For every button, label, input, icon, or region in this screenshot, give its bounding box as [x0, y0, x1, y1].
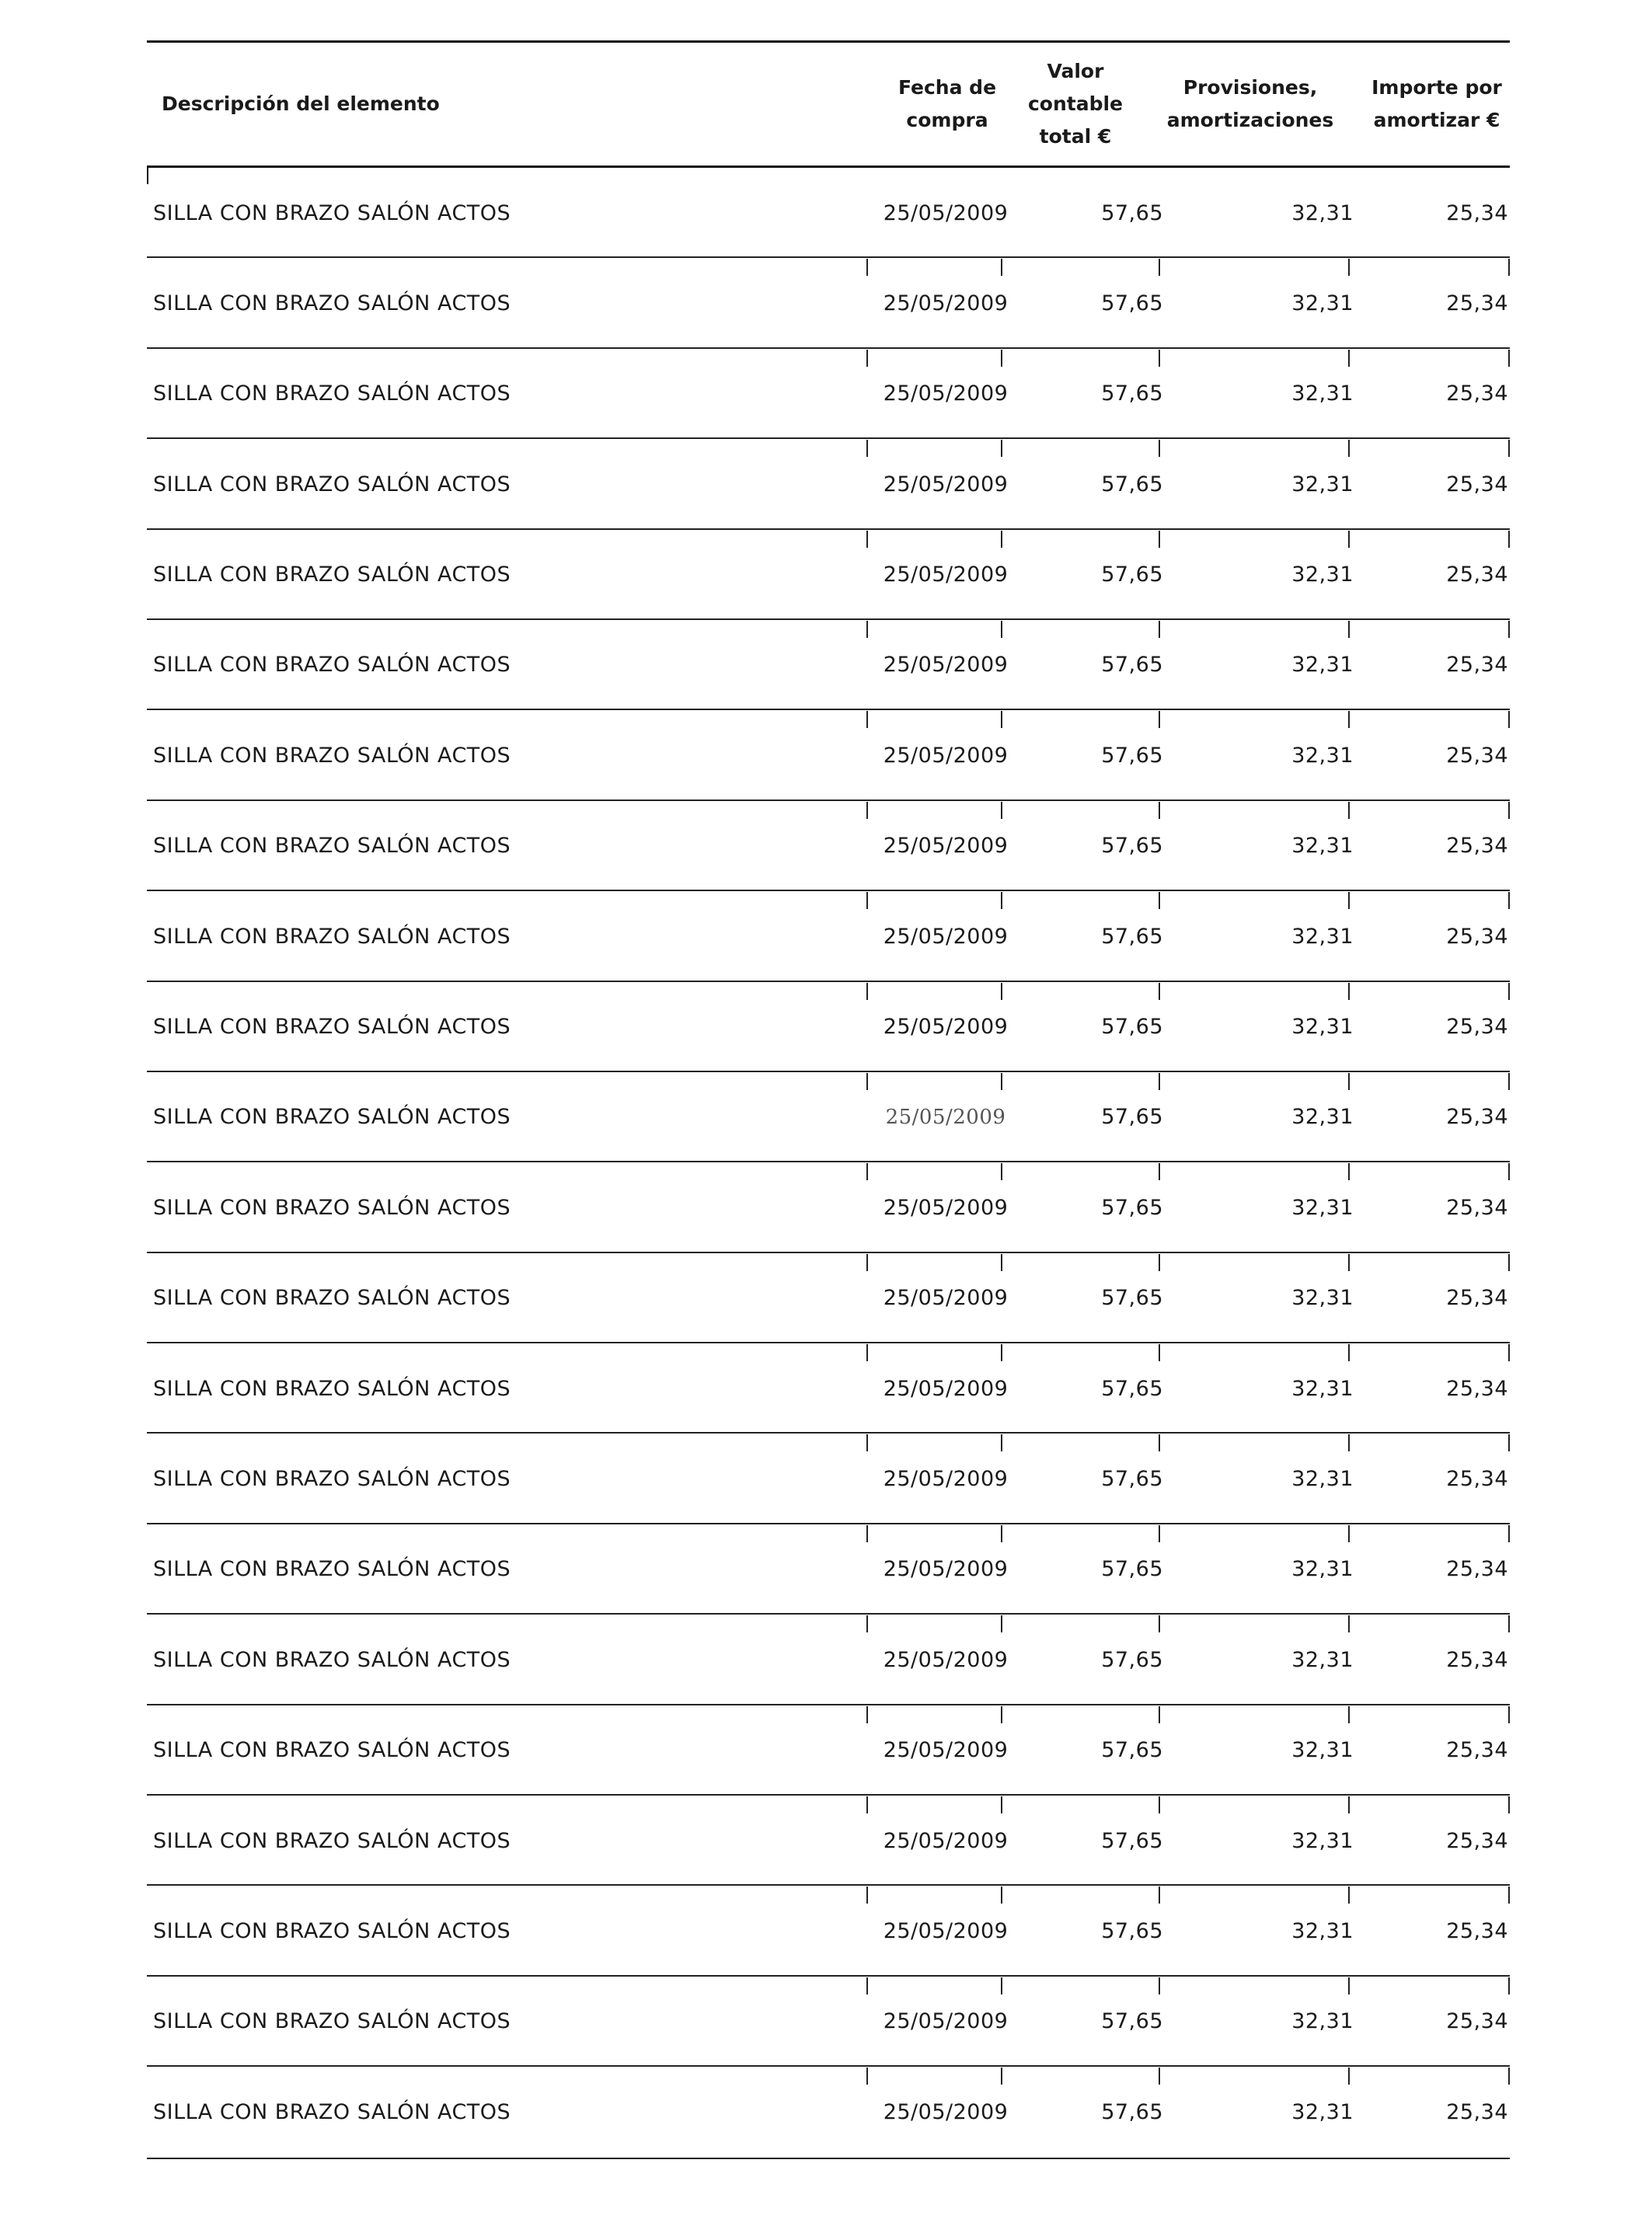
row-book-value: 57,65: [1101, 1015, 1163, 1040]
row-provisions: 32,31: [1291, 1466, 1354, 1491]
row-provisions: 32,31: [1291, 653, 1354, 678]
row-remaining: 25,34: [1446, 381, 1508, 406]
row-book-value: 57,65: [1101, 2009, 1163, 2034]
row-provisions: 32,31: [1291, 1105, 1354, 1130]
header-purchase-date: Fecha de compra: [897, 76, 997, 131]
row-provisions: 32,31: [1291, 2099, 1354, 2124]
row-remaining: 25,34: [1446, 1466, 1508, 1491]
table-row: [147, 801, 1510, 891]
row-purchase-date: 25/05/2009: [883, 1738, 1009, 1763]
row-remaining: 25,34: [1446, 1195, 1508, 1220]
row-remaining: 25,34: [1446, 653, 1508, 678]
table-bottom-rule: [147, 2158, 1510, 2159]
row-purchase-date: 25/05/2009: [883, 1015, 1009, 1040]
row-remaining: 25,34: [1446, 1286, 1508, 1311]
table-row: [147, 1072, 1510, 1162]
row-description: SILLA CON BRAZO SALÓN ACTOS: [153, 1557, 511, 1582]
row-book-value: 57,65: [1101, 1918, 1163, 1943]
row-purchase-date: 25/05/2009: [883, 1557, 1009, 1582]
row-remaining: 25,34: [1446, 563, 1508, 587]
table-header: [147, 43, 1510, 165]
row-provisions: 32,31: [1291, 1918, 1354, 1943]
row-book-value: 57,65: [1101, 653, 1163, 678]
row-book-value: 57,65: [1101, 200, 1163, 225]
row-purchase-date: 25/05/2009: [883, 1466, 1009, 1491]
table-row: [147, 891, 1510, 981]
row-book-value: 57,65: [1101, 1105, 1163, 1130]
row-remaining: 25,34: [1446, 2099, 1508, 2124]
row-remaining: 25,34: [1446, 743, 1508, 768]
row-description: SILLA CON BRAZO SALÓN ACTOS: [153, 1195, 511, 1220]
row-provisions: 32,31: [1291, 381, 1354, 406]
row-provisions: 32,31: [1291, 1828, 1354, 1853]
row-description: SILLA CON BRAZO SALÓN ACTOS: [153, 291, 511, 315]
table-row: [147, 1615, 1510, 1705]
table-row: [147, 710, 1510, 800]
table-row: [147, 982, 1510, 1072]
row-purchase-date: 25/05/2009: [883, 291, 1009, 315]
row-description: SILLA CON BRAZO SALÓN ACTOS: [153, 472, 511, 496]
row-purchase-date: 25/05/2009: [883, 2009, 1009, 2034]
row-remaining: 25,34: [1446, 200, 1508, 225]
table-row: [147, 1524, 1510, 1615]
row-provisions: 32,31: [1291, 563, 1354, 587]
header-remaining: Importe por amortizar €: [1371, 76, 1502, 131]
row-description: SILLA CON BRAZO SALÓN ACTOS: [153, 563, 511, 587]
row-description: SILLA CON BRAZO SALÓN ACTOS: [153, 1466, 511, 1491]
row-purchase-date: 25/05/2009: [883, 653, 1009, 678]
row-purchase-date: 25/05/2009: [883, 1918, 1009, 1943]
row-description: SILLA CON BRAZO SALÓN ACTOS: [153, 1376, 511, 1401]
row-description: SILLA CON BRAZO SALÓN ACTOS: [153, 1647, 511, 1672]
row-purchase-date: 25/05/2009: [883, 563, 1009, 587]
row-description: SILLA CON BRAZO SALÓN ACTOS: [153, 200, 511, 225]
row-purchase-date: 25/05/2009: [883, 1647, 1009, 1672]
row-book-value: 57,65: [1101, 834, 1163, 859]
row-book-value: 57,65: [1101, 1195, 1163, 1220]
table-row: [147, 1796, 1510, 1886]
row-remaining: 25,34: [1446, 1647, 1508, 1672]
row-book-value: 57,65: [1101, 1376, 1163, 1401]
row-remaining: 25,34: [1446, 1376, 1508, 1401]
row-book-value: 57,65: [1101, 1466, 1163, 1491]
table-row: [147, 1162, 1510, 1252]
table-row: [147, 258, 1510, 348]
row-book-value: 57,65: [1101, 2099, 1163, 2124]
row-purchase-date: 25/05/2009: [883, 1376, 1009, 1401]
row-description: SILLA CON BRAZO SALÓN ACTOS: [153, 1286, 511, 1311]
row-purchase-date: 25/05/2009: [883, 381, 1009, 406]
table-row: [147, 1434, 1510, 1524]
row-book-value: 57,65: [1101, 381, 1163, 406]
table-row: [147, 1977, 1510, 2067]
table-body: [147, 168, 1510, 2158]
row-remaining: 25,34: [1446, 834, 1508, 859]
table-row: [147, 349, 1510, 439]
row-provisions: 32,31: [1291, 1738, 1354, 1763]
row-remaining: 25,34: [1446, 1918, 1508, 1943]
row-description: SILLA CON BRAZO SALÓN ACTOS: [153, 2009, 511, 2034]
row-remaining: 25,34: [1446, 291, 1508, 315]
row-provisions: 32,31: [1291, 1376, 1354, 1401]
header-provisions: Provisiones, amortizaciones: [1166, 76, 1334, 131]
table-row: [147, 439, 1510, 529]
row-purchase-date: 25/05/2009: [883, 2099, 1009, 2124]
row-purchase-date: 25/05/2009: [883, 834, 1009, 859]
row-provisions: 32,31: [1291, 472, 1354, 496]
row-provisions: 32,31: [1291, 291, 1354, 315]
table-row: [147, 1705, 1510, 1796]
row-description: SILLA CON BRAZO SALÓN ACTOS: [153, 1105, 511, 1130]
row-purchase-date: 25/05/2009: [883, 743, 1009, 768]
row-provisions: 32,31: [1291, 2009, 1354, 2034]
row-purchase-date: 25/05/2009: [885, 1105, 1006, 1129]
row-description: SILLA CON BRAZO SALÓN ACTOS: [153, 1828, 511, 1853]
row-provisions: 32,31: [1291, 1647, 1354, 1672]
header-description: Descripción del elemento: [162, 92, 440, 115]
row-description: SILLA CON BRAZO SALÓN ACTOS: [153, 1738, 511, 1763]
header-book-value: Valor contable total €: [1027, 60, 1124, 148]
row-provisions: 32,31: [1291, 1286, 1354, 1311]
row-remaining: 25,34: [1446, 472, 1508, 496]
row-provisions: 32,31: [1291, 924, 1354, 949]
row-book-value: 57,65: [1101, 1828, 1163, 1853]
table-row: [147, 1253, 1510, 1343]
row-provisions: 32,31: [1291, 1195, 1354, 1220]
row-description: SILLA CON BRAZO SALÓN ACTOS: [153, 924, 511, 949]
table-row: [147, 2067, 1510, 2157]
table-row: [147, 168, 1510, 258]
row-provisions: 32,31: [1291, 1015, 1354, 1040]
row-purchase-date: 25/05/2009: [883, 1828, 1009, 1853]
row-purchase-date: 25/05/2009: [883, 924, 1009, 949]
row-book-value: 57,65: [1101, 1557, 1163, 1582]
row-description: SILLA CON BRAZO SALÓN ACTOS: [153, 743, 511, 768]
row-provisions: 32,31: [1291, 200, 1354, 225]
row-book-value: 57,65: [1101, 472, 1163, 496]
row-remaining: 25,34: [1446, 1015, 1508, 1040]
row-description: SILLA CON BRAZO SALÓN ACTOS: [153, 1015, 511, 1040]
row-book-value: 57,65: [1101, 924, 1163, 949]
row-provisions: 32,31: [1291, 743, 1354, 768]
row-description: SILLA CON BRAZO SALÓN ACTOS: [153, 2099, 511, 2124]
row-remaining: 25,34: [1446, 1105, 1508, 1130]
table-row: [147, 530, 1510, 620]
row-remaining: 25,34: [1446, 1557, 1508, 1582]
row-description: SILLA CON BRAZO SALÓN ACTOS: [153, 381, 511, 406]
row-book-value: 57,65: [1101, 1738, 1163, 1763]
row-remaining: 25,34: [1446, 924, 1508, 949]
row-description: SILLA CON BRAZO SALÓN ACTOS: [153, 834, 511, 859]
row-book-value: 57,65: [1101, 1286, 1163, 1311]
table-row: [147, 1343, 1510, 1434]
row-purchase-date: 25/05/2009: [883, 1195, 1009, 1220]
table-row: [147, 1886, 1510, 1976]
row-remaining: 25,34: [1446, 1828, 1508, 1853]
row-description: SILLA CON BRAZO SALÓN ACTOS: [153, 1918, 511, 1943]
row-book-value: 57,65: [1101, 1647, 1163, 1672]
row-book-value: 57,65: [1101, 563, 1163, 587]
row-description: SILLA CON BRAZO SALÓN ACTOS: [153, 653, 511, 678]
row-purchase-date: 25/05/2009: [883, 1286, 1009, 1311]
row-book-value: 57,65: [1101, 291, 1163, 315]
table-row: [147, 620, 1510, 710]
row-provisions: 32,31: [1291, 834, 1354, 859]
row-book-value: 57,65: [1101, 743, 1163, 768]
row-remaining: 25,34: [1446, 1738, 1508, 1763]
row-purchase-date: 25/05/2009: [883, 472, 1009, 496]
row-remaining: 25,34: [1446, 2009, 1508, 2034]
row-purchase-date: 25/05/2009: [883, 200, 1009, 225]
row-provisions: 32,31: [1291, 1557, 1354, 1582]
